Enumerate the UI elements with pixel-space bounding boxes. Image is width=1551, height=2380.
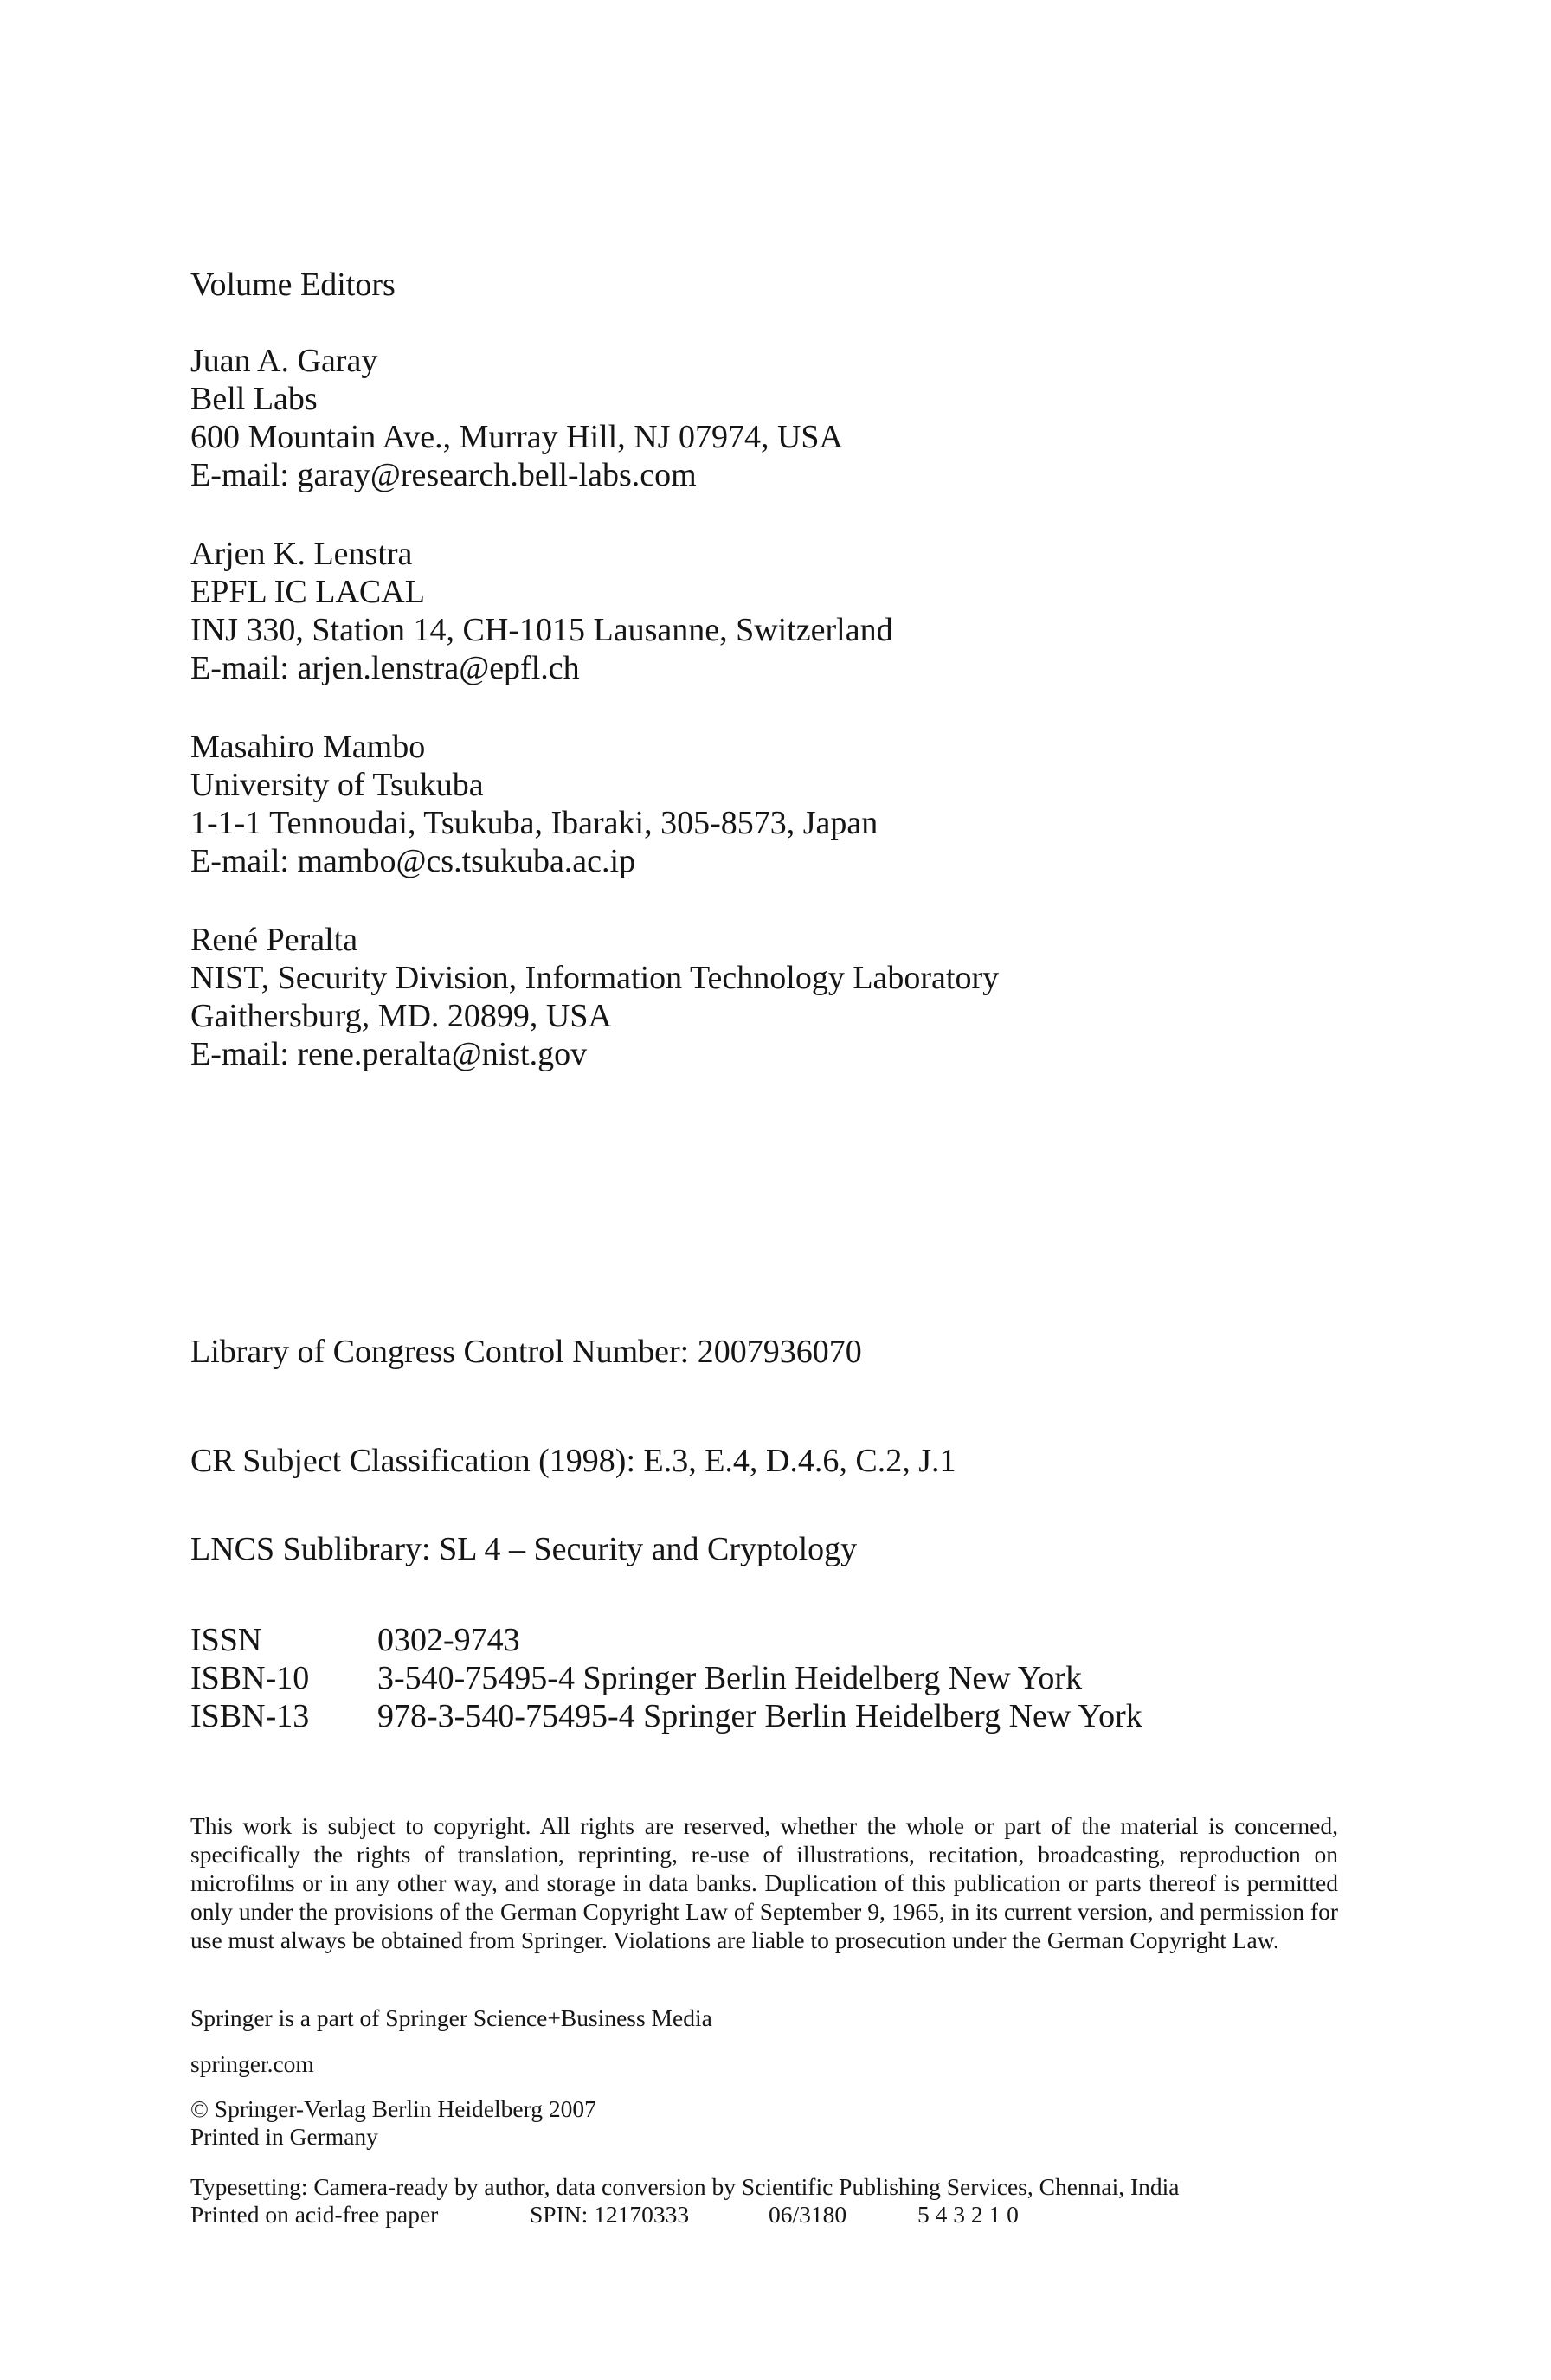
print-code: 06/3180 bbox=[769, 2201, 847, 2228]
identifier-label: ISSN bbox=[190, 1622, 262, 1658]
editor-address: 600 Mountain Ave., Murray Hill, NJ 07974, USA bbox=[190, 419, 843, 455]
editor-name: René Peralta bbox=[190, 922, 358, 958]
editor-email: E-mail: arjen.lenstra@epfl.ch bbox=[190, 650, 580, 686]
cr-subject-classification: CR Subject Classification (1998): E.3, E.4, D.4.6, C.2, J.1 bbox=[190, 1443, 956, 1479]
loc-control-number: Library of Congress Control Number: 2007936070 bbox=[190, 1334, 862, 1370]
print-run-numbers: 5 4 3 2 1 0 bbox=[917, 2201, 1019, 2228]
editor-name: Arjen K. Lenstra bbox=[190, 536, 413, 572]
editor-name: Masahiro Mambo bbox=[190, 729, 426, 765]
identifier-label: ISBN-10 bbox=[190, 1660, 310, 1696]
print-info-row bbox=[190, 2200, 1338, 2229]
copyright-notice: This work is subject to copyright. All rights are reserved, whether the whole or part of the material is concerned, specifically the rights of translation, reprinting, re-use of illustrations, recitation, broadcasting, reproduction on microfilms or in any other way, and storage in data banks. Duplication of this publication or parts thereof is permitted only under the provisions of the German Copyright Law of September 9, 1965, in its current version, and permission for use must always be obtained from Springer. Violations are liable to prosecution under the German Copyright Law. bbox=[190, 1812, 1338, 1953]
springer-website: springer.com bbox=[190, 2050, 314, 2077]
editor-affiliation: EPFL IC LACAL bbox=[190, 574, 425, 610]
identifier-label: ISBN-13 bbox=[190, 1698, 310, 1734]
copyright-line: © Springer-Verlag Berlin Heidelberg 2007 bbox=[190, 2095, 596, 2122]
editor-address: INJ 330, Station 14, CH-1015 Lausanne, Switzerland bbox=[190, 612, 893, 648]
printed-in-line: Printed in Germany bbox=[190, 2123, 378, 2150]
editor-email: E-mail: rene.peralta@nist.gov bbox=[190, 1036, 588, 1072]
springer-part-line: Springer is a part of Springer Science+Business Media bbox=[190, 2004, 712, 2031]
identifier-value: 0302-9743 bbox=[377, 1622, 520, 1658]
lncs-sublibrary: LNCS Sublibrary: SL 4 – Security and Cryptology bbox=[190, 1531, 858, 1567]
editor-email: E-mail: mambo@cs.tsukuba.ac.ip bbox=[190, 843, 636, 879]
isbn10-row bbox=[190, 1658, 1082, 1698]
isbn13-row bbox=[190, 1696, 1142, 1736]
editor-email: E-mail: garay@research.bell-labs.com bbox=[190, 457, 697, 493]
editor-affiliation: Bell Labs bbox=[190, 381, 318, 417]
identifier-value: 978-3-540-75495-4 Springer Berlin Heidelberg New York bbox=[377, 1698, 1142, 1734]
editor-address: 1-1-1 Tennoudai, Tsukuba, Ibaraki, 305-8573, Japan bbox=[190, 805, 878, 841]
editor-affiliation: NIST, Security Division, Information Technology Laboratory bbox=[190, 960, 1000, 996]
issn-row bbox=[190, 1620, 520, 1660]
editor-affiliation: University of Tsukuba bbox=[190, 767, 484, 803]
editor-address: Gaithersburg, MD. 20899, USA bbox=[190, 998, 612, 1034]
paper-info: Printed on acid-free paper bbox=[190, 2201, 439, 2228]
volume-editors-heading: Volume Editors bbox=[190, 267, 396, 303]
spin-number: SPIN: 12170333 bbox=[530, 2201, 690, 2228]
editor-name: Juan A. Garay bbox=[190, 343, 378, 379]
identifier-value: 3-540-75495-4 Springer Berlin Heidelberg New York bbox=[377, 1660, 1083, 1696]
typesetting-line: Typesetting: Camera-ready by author, data conversion by Scientific Publishing Services, Chennai, India bbox=[190, 2173, 1180, 2200]
